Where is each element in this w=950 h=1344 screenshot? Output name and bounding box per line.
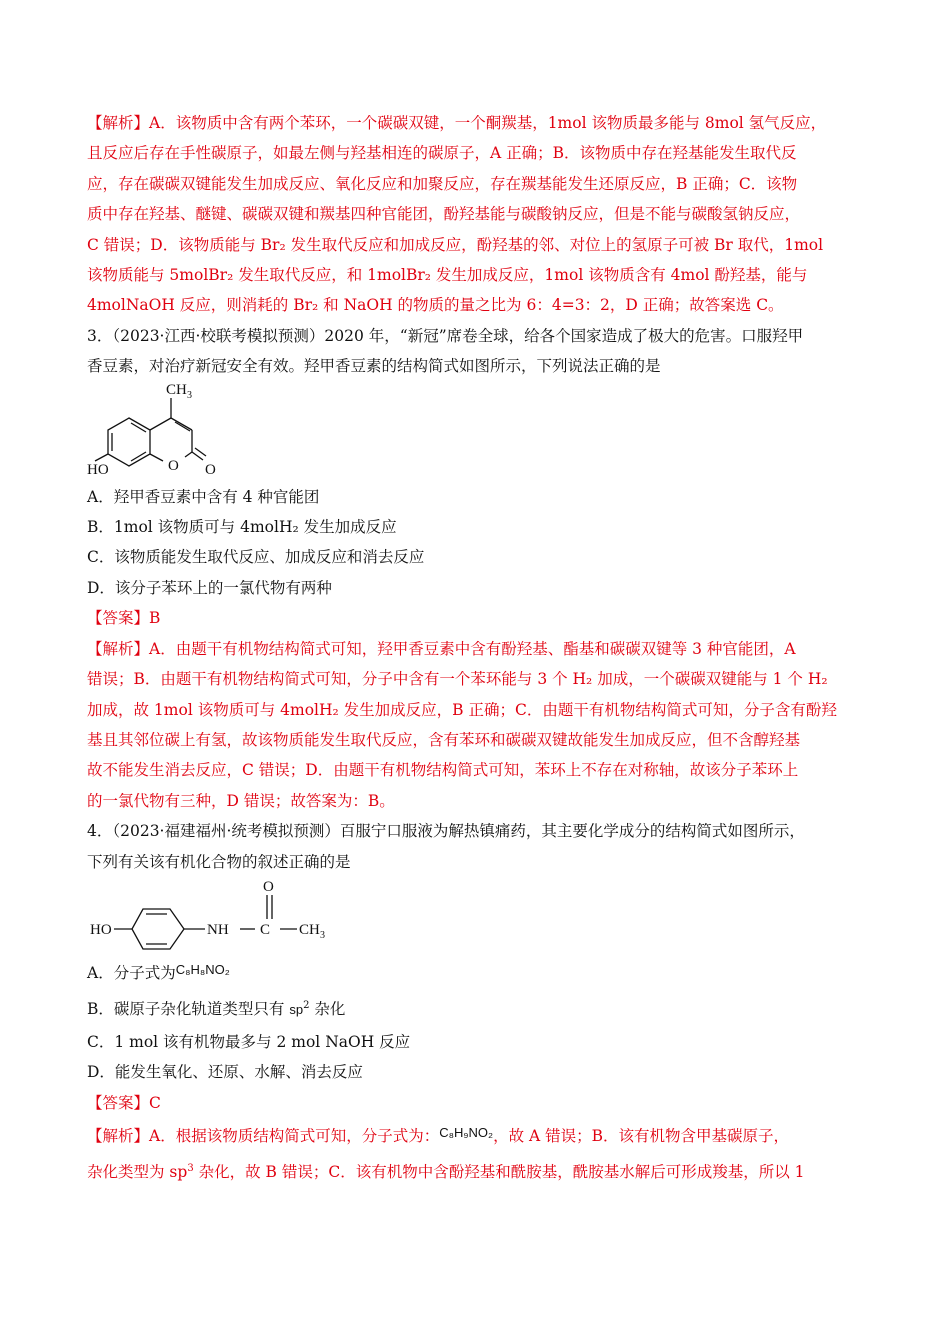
analysis-line: 【解析】A．由题干有机物结构简式可知，羟甲香豆素中含有酚羟基、酯基和碳碳双键等 3 种官能团，A bbox=[87, 639, 796, 658]
answer-label: 【答案】B bbox=[87, 609, 161, 628]
analysis-line: 的一氯代物有三种，D 错误；故答案为：B。 bbox=[87, 791, 395, 810]
option-a-label: A．分子式为 bbox=[87, 963, 176, 982]
analysis-block-q2 bbox=[87, 108, 867, 321]
analysis-text: 杂化类型为 sp bbox=[87, 1163, 188, 1182]
question-stem-line: 3．（2023·江西·校联考模拟预测）2020 年，“新冠”席卷全球，给各个国家造成了极大的危害。口服羟甲 bbox=[87, 326, 804, 345]
orbital-sp: sp bbox=[289, 1001, 304, 1017]
analysis-line: 应，存在碳碳双键能发生加成反应、氧化反应和加聚反应，存在羰基能发生还原反应，B 正确；C．该物 bbox=[87, 174, 798, 193]
option-d: D．该分子苯环上的一氯代物有两种 bbox=[87, 578, 332, 597]
option-a: A．羟甲香豆素中含有 4 种官能团 bbox=[87, 487, 320, 506]
question-4 bbox=[87, 816, 867, 1189]
nh-label: NH bbox=[207, 921, 229, 938]
option-d: D．能发生氧化、还原、水解、消去反应 bbox=[87, 1063, 363, 1082]
formula: C₈H₈NO₂ bbox=[175, 961, 230, 977]
analysis-line: 且反应后存在手性碳原子，如最左侧与羟基相连的碳原子，A 正确；B．该物质中存在羟基能发生取代反 bbox=[87, 144, 797, 163]
option-b: B．1mol 该物质可与 4molH₂ 发生加成反应 bbox=[87, 518, 397, 537]
keto-oxygen-label: O bbox=[205, 461, 216, 478]
ch3-subscript: 3 bbox=[320, 929, 325, 941]
orbital-superscript: 2 bbox=[303, 999, 310, 1011]
analysis-line bbox=[87, 1118, 867, 1155]
analysis-line: 该物质能与 5molBr₂ 发生取代反应，和 1molBr₂ 发生加成反应，1mol 该物质含有 4mol 酚羟基，能与 bbox=[87, 266, 808, 285]
analysis-line: C 错误；D．该物质能与 Br₂ 发生取代反应和加成反应，酚羟基的邻、对位上的氢原子可被 Br 取代，1mol bbox=[87, 235, 824, 254]
ho-label: HO bbox=[90, 921, 112, 938]
question-3 bbox=[87, 321, 867, 816]
document-page bbox=[87, 108, 867, 1189]
ch3-subscript: 3 bbox=[187, 389, 192, 401]
option-c: C．1 mol 该有机物最多与 2 mol NaOH 反应 bbox=[87, 1032, 411, 1051]
option-b-label: B．碳原子杂化轨道类型只有 bbox=[87, 999, 290, 1018]
ho-label: HO bbox=[87, 461, 109, 478]
formula: C₈H₉NO₂ bbox=[439, 1125, 494, 1141]
answer-label: 【答案】C bbox=[87, 1093, 161, 1112]
paracetamol-structure bbox=[87, 877, 347, 955]
question-stem-line: 香豆素，对治疗新冠安全有效。羟甲香豆素的结构简式如图所示，下列说法正确的是 bbox=[87, 357, 661, 376]
analysis-line: 【解析】A．该物质中含有两个苯环，一个碳碳双键，一个酮羰基，1mol 该物质最多能与 8mol 氢气反应， bbox=[87, 114, 827, 132]
question-stem-line: 下列有关该有机化合物的叙述正确的是 bbox=[87, 852, 351, 871]
option-a bbox=[87, 955, 867, 992]
option-b bbox=[87, 992, 867, 1027]
analysis-line: 加成，故 1mol 该物质可与 4molH₂ 发生加成反应，B 正确；C．由题干有机物结构简式可知，分子含有酚羟 bbox=[87, 700, 837, 719]
ch3-label: CH bbox=[299, 921, 320, 938]
orbital-superscript: 3 bbox=[187, 1163, 194, 1174]
analysis-line bbox=[87, 1155, 867, 1189]
analysis-line: 质中存在羟基、醚键、碳碳双键和羰基四种官能团，酚羟基能与碳酸钠反应，但是不能与碳酸氢钠反应， bbox=[87, 205, 801, 224]
analysis-text: ，故 A 错误；B．该有机物含甲基碳原子， bbox=[493, 1127, 790, 1146]
analysis-line: 故不能发生消去反应，C 错误；D．由题干有机物结构简式可知，苯环上不存在对称轴，故该分子苯环上 bbox=[87, 761, 799, 780]
analysis-line: 基且其邻位碳上有氢，故该物质能发生取代反应，含有苯环和碳碳双键故能发生加成反应，但不含醇羟基 bbox=[87, 730, 801, 749]
ring-oxygen-label: O bbox=[168, 457, 179, 474]
carbonyl-oxygen-label: O bbox=[263, 878, 274, 895]
analysis-line: 错误；B．由题干有机物结构简式可知，分子中含有一个苯环能与 3 个 H₂ 加成，一个碳碳双键能与 1 个 H₂ bbox=[87, 670, 828, 689]
analysis-text: 杂化，故 B 错误；C．该有机物中含酚羟基和酰胺基，酰胺基水解后可形成羧基，所以 1 bbox=[193, 1163, 805, 1182]
hymecromone-structure bbox=[87, 382, 247, 482]
analysis-text: 【解析】A．根据该物质结构简式可知，分子式为： bbox=[87, 1127, 440, 1146]
analysis-line: 4molNaOH 反应，则消耗的 Br₂ 和 NaOH 的物质的量之比为 6：4=3：2，D 正确；故答案选 C。 bbox=[87, 296, 784, 315]
question-stem-line: 4．（2023·福建福州·统考模拟预测）百服宁口服液为解热镇痛药，其主要化学成分的结构简式如图所示， bbox=[87, 822, 805, 841]
option-c: C．该物质能发生取代反应、加成反应和消去反应 bbox=[87, 548, 425, 567]
ch3-label: CH bbox=[166, 381, 187, 398]
option-b-suffix: 杂化 bbox=[309, 999, 346, 1018]
carbonyl-carbon-label: C bbox=[260, 921, 271, 938]
